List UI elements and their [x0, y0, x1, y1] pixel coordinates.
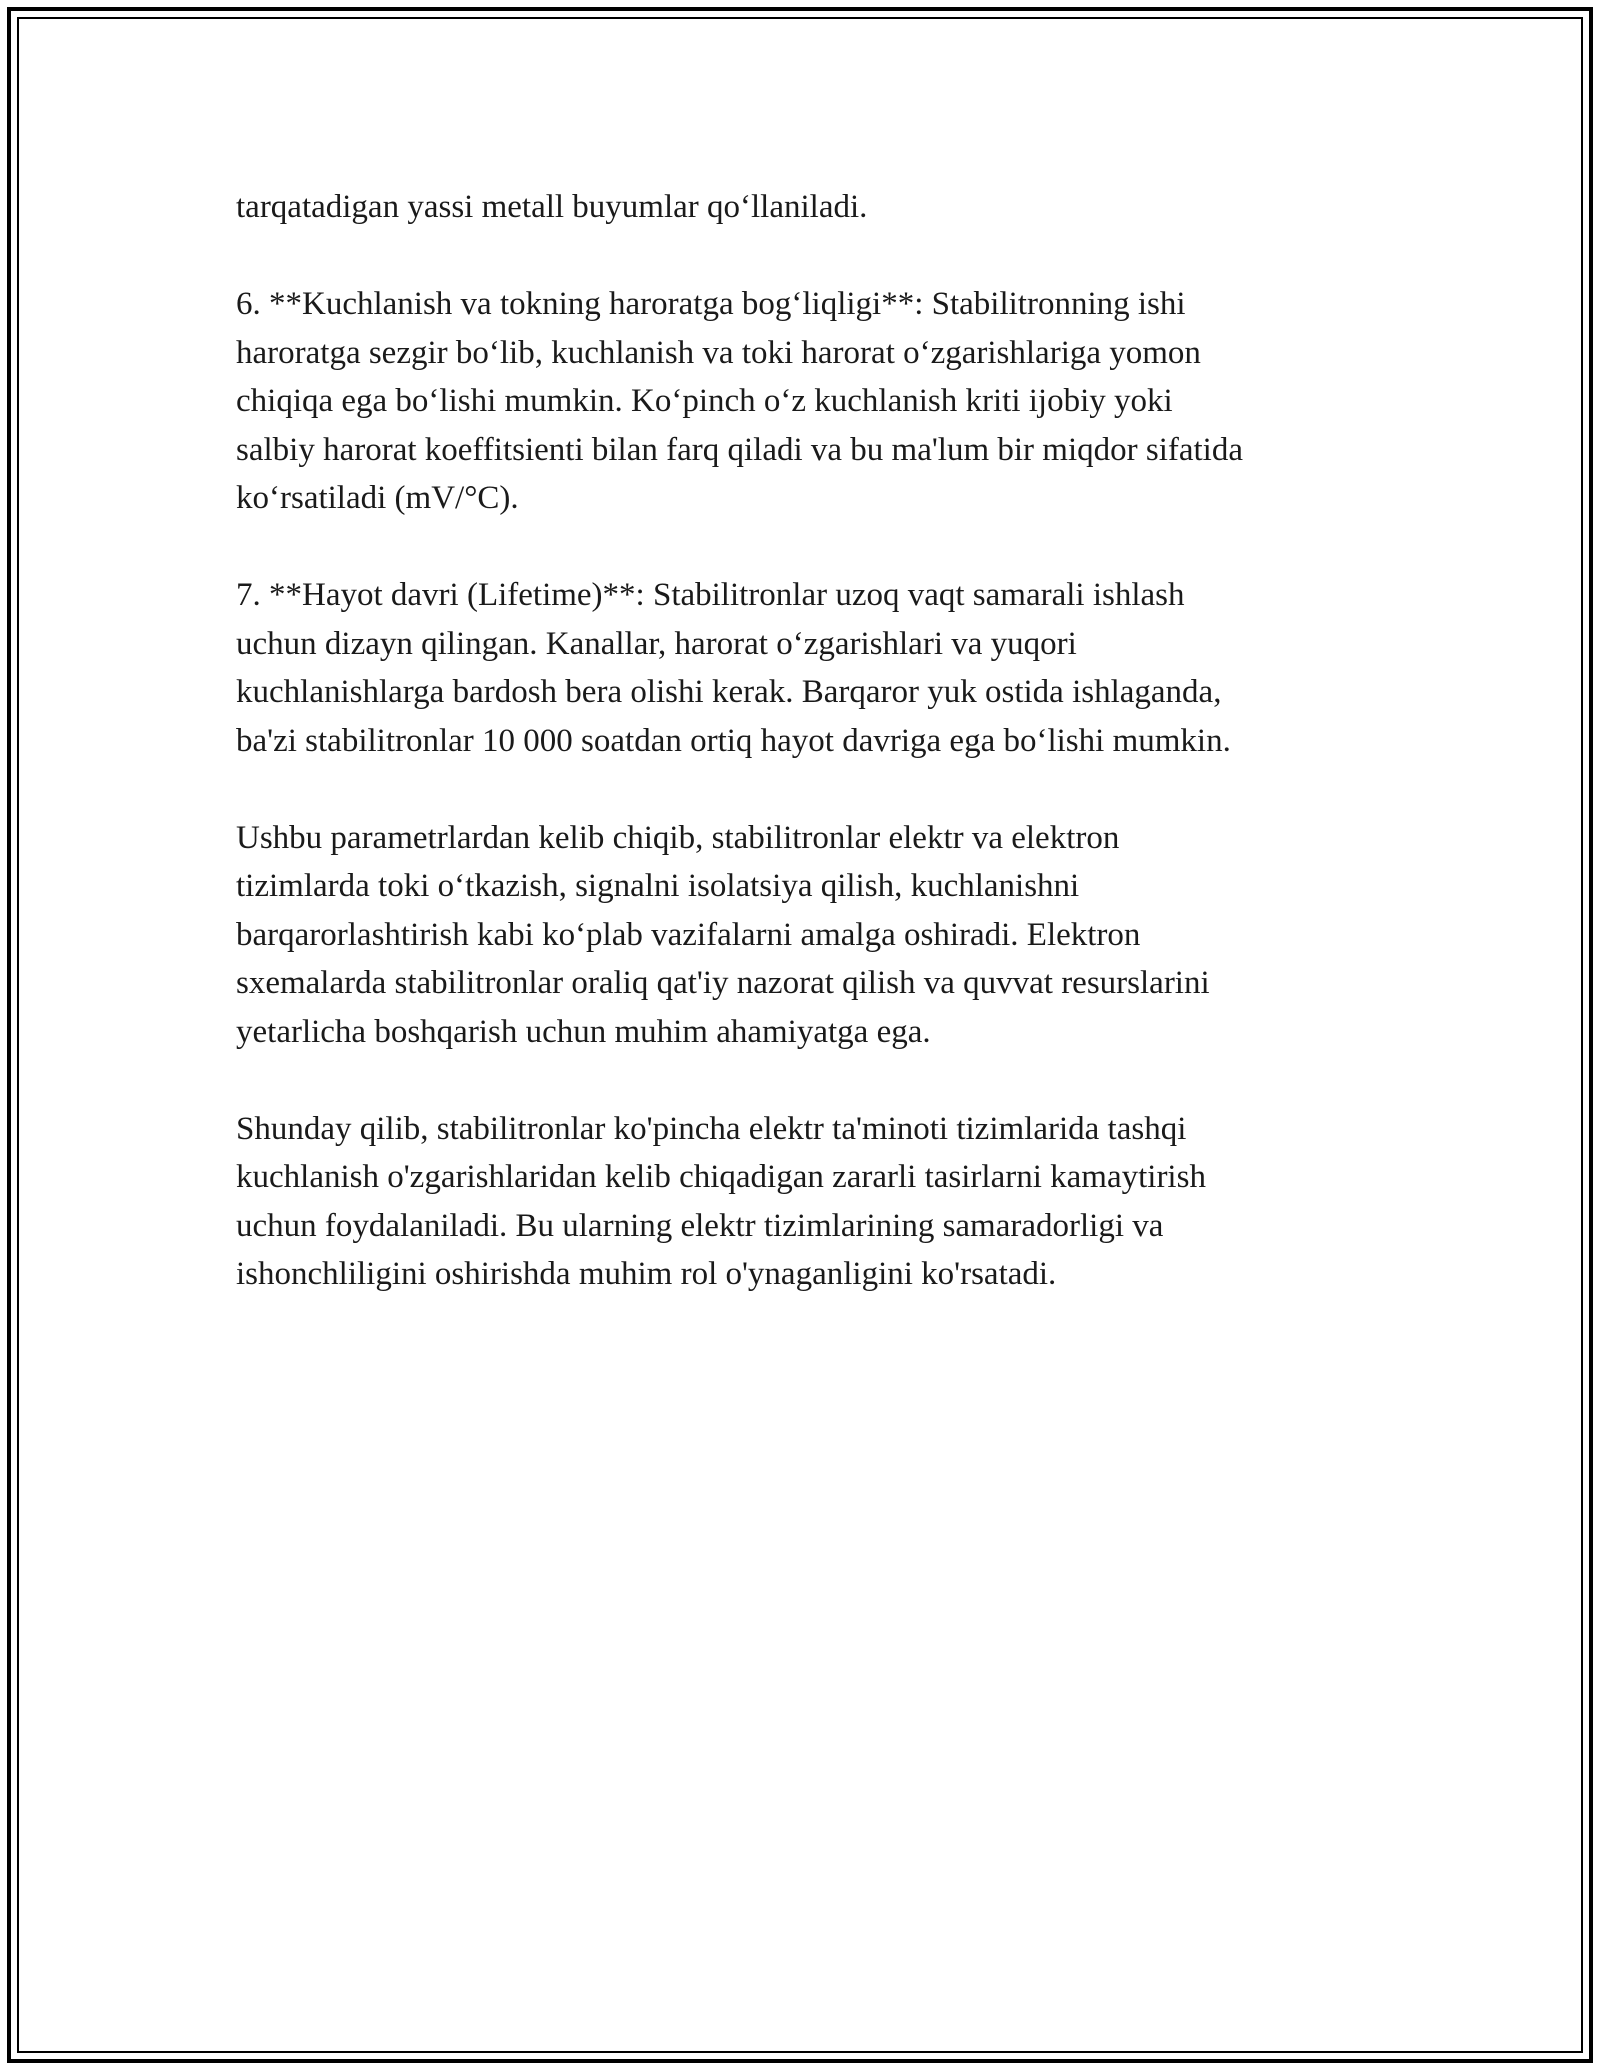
text-line: tizimlarda toki o‘tkazish, signalni isolatsiya qilish, kuchlanishni: [236, 868, 1080, 904]
text-line: 6. **Kuchlanish va tokning haroratga bog‘liqligi**: Stabilitronning ishi: [236, 286, 1186, 322]
paragraph-item-6: [236, 280, 1366, 523]
text-line: kuchlanishlarga bardosh bera olishi kerak. Barqaror yuk ostida ishlaganda,: [236, 674, 1222, 710]
text-line: sxemalarda stabilitronlar oraliq qat'iy nazorat qilish va quvvat resurslarini: [236, 965, 1210, 1001]
paragraph-continuation: [236, 183, 1366, 232]
text-line: 7. **Hayot davri (Lifetime)**: Stabilitronlar uzoq vaqt samarali ishlash: [236, 577, 1185, 613]
text-line: ko‘rsatiladi (mV/°C).: [236, 480, 519, 516]
text-line: ishonchliligini oshirishda muhim rol o'ynaganligini ko'rsatadi.: [236, 1256, 1057, 1292]
text-line: uchun foydalaniladi. Bu ularning elektr tizimlarining samaradorligi va: [236, 1207, 1164, 1244]
text-line: tarqatadigan yassi metall buyumlar qo‘llaniladi.: [236, 189, 868, 225]
text-line: Ushbu parametrlardan kelib chiqib, stabilitronlar elektr va elektron: [236, 819, 1120, 856]
text-line: kuchlanish o'zgarishlaridan kelib chiqadigan zararli tasirlarni kamaytirish: [236, 1159, 1206, 1195]
document-body: [236, 183, 1366, 1347]
text-line: uchun dizayn qilingan. Kanallar, harorat o‘zgarishlari va yuqori: [236, 625, 1077, 662]
paragraph-item-7: [236, 571, 1366, 765]
text-line: barqarorlashtirish kabi ko‘plab vazifalarni amalga oshiradi. Elektron: [236, 916, 1141, 953]
paragraph-summary: [236, 814, 1366, 1057]
text-line: Shunday qilib, stabilitronlar ko'pincha elektr ta'minoti tizimlarida tashqi: [236, 1110, 1187, 1147]
text-line: salbiy harorat koeffitsienti bilan farq qiladi va bu ma'lum bir miqdor sifatida: [236, 431, 1243, 468]
text-line: ba'zi stabilitronlar 10 000 soatdan ortiq hayot davriga ega bo‘lishi mumkin.: [236, 722, 1231, 759]
text-line: haroratga sezgir bo‘lib, kuchlanish va toki harorat o‘zgarishlariga yomon: [236, 334, 1201, 371]
text-line: chiqiqa ega bo‘lishi mumkin. Ko‘pinch o‘z kuchlanish kriti ijobiy yoki: [236, 383, 1173, 419]
text-line: yetarlicha boshqarish uchun muhim ahamiyatga ega.: [236, 1013, 931, 1050]
paragraph-conclusion: [236, 1105, 1366, 1299]
